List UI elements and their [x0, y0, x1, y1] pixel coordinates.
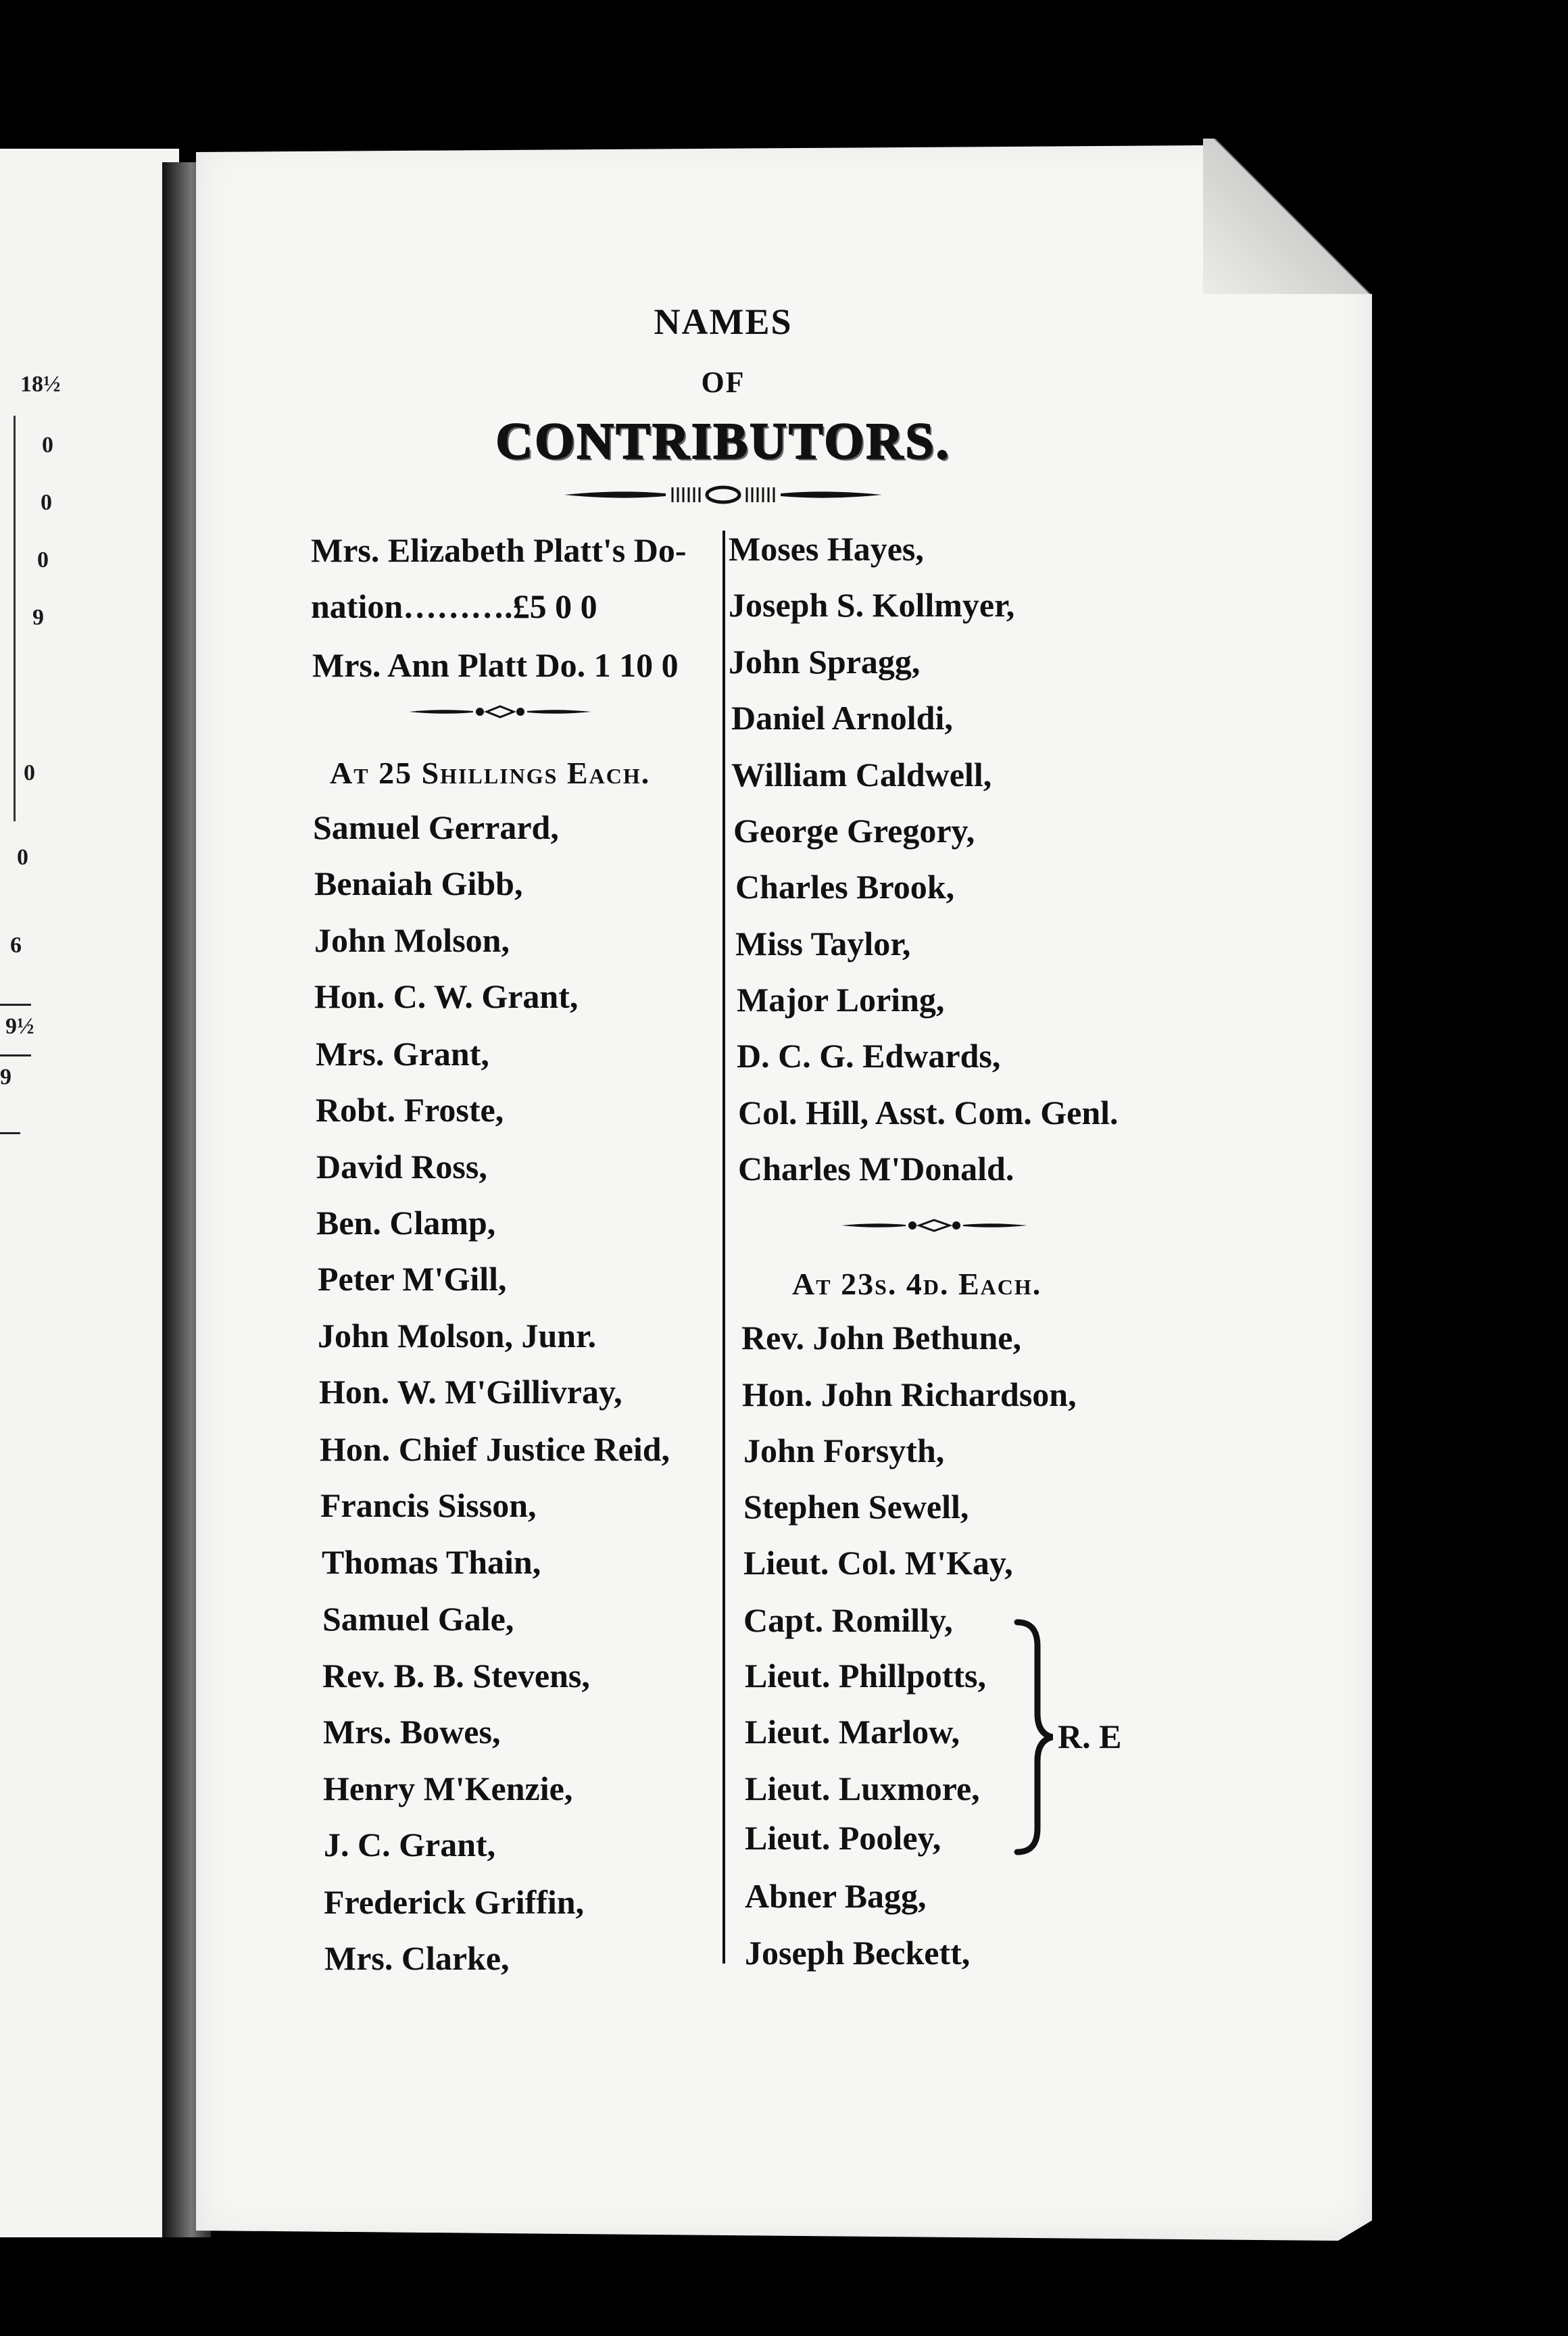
list-item: Thomas Thain,	[322, 1543, 541, 1581]
donation-line: Mrs. Elizabeth Platt's Do-	[311, 531, 687, 569]
list-item: J. C. Grant,	[324, 1826, 496, 1864]
list-item: Lieut. Pooley,	[745, 1819, 941, 1857]
section-heading: At 23s. 4d. Each.	[792, 1267, 1042, 1301]
previous-page-fragment	[0, 149, 179, 2237]
list-item: John Forsyth,	[743, 1432, 945, 1469]
list-item: Lieut. Phillpotts,	[745, 1657, 986, 1695]
left-page-number: 18½	[20, 372, 61, 397]
list-item: Major Loring,	[737, 981, 945, 1019]
list-item: Rev. John Bethune,	[741, 1319, 1021, 1357]
list-item: Samuel Gale,	[322, 1600, 514, 1638]
left-page-number: 9½	[5, 1014, 34, 1039]
list-item: Henry M'Kenzie,	[323, 1770, 573, 1807]
folded-corner	[1203, 139, 1372, 294]
list-item: Robt. Froste,	[316, 1091, 504, 1129]
section-ornament	[409, 703, 591, 721]
left-page-number: 0	[37, 548, 49, 573]
list-item: Stephen Sewell,	[743, 1488, 969, 1526]
list-item: Lieut. Col. M'Kay,	[743, 1544, 1013, 1582]
list-item: Charles Brook,	[735, 868, 955, 906]
list-item: Capt. Romilly,	[743, 1601, 953, 1639]
list-item: David Ross,	[316, 1148, 487, 1186]
list-item: Rev. B. B. Stevens,	[322, 1657, 590, 1695]
page-title-line: NAMES	[654, 301, 793, 342]
list-item: Frederick Griffin,	[324, 1883, 585, 1921]
list-item: John Spragg,	[729, 643, 921, 681]
title-ornament	[564, 481, 882, 508]
list-item: Francis Sisson,	[320, 1486, 537, 1524]
left-page-rule	[0, 1004, 31, 1006]
list-item: Samuel Gerrard,	[313, 808, 559, 846]
left-page-number: 0	[24, 760, 35, 785]
section-ornament	[841, 1217, 1027, 1234]
list-item: Peter M'Gill,	[318, 1260, 507, 1298]
left-page-number: 0	[42, 433, 53, 458]
curly-brace	[1010, 1619, 1058, 1855]
left-page-rule	[14, 416, 16, 821]
list-item: Charles M'Donald.	[738, 1150, 1014, 1188]
list-item: Hon. W. M'Gillivray,	[319, 1373, 622, 1411]
list-item: Mrs. Grant,	[316, 1035, 489, 1073]
list-item: John Molson,	[314, 921, 510, 959]
list-item: Lieut. Luxmore,	[745, 1770, 980, 1807]
list-item: William Caldwell,	[731, 756, 992, 794]
list-item: Hon. Chief Justice Reid,	[320, 1430, 670, 1468]
left-page-number: 0	[41, 490, 52, 515]
donation-line: nation……….£5 0 0	[311, 587, 597, 625]
list-item: Moses Hayes,	[729, 530, 924, 568]
list-item: Mrs. Bowes,	[323, 1713, 501, 1751]
left-page-number: 0	[17, 845, 28, 870]
list-item: D. C. G. Edwards,	[737, 1037, 1001, 1075]
list-item: Daniel Arnoldi,	[731, 699, 953, 737]
list-item: Miss Taylor,	[735, 925, 911, 963]
list-item: Benaiah Gibb,	[314, 865, 523, 902]
list-item: Joseph S. Kollmyer,	[729, 586, 1015, 624]
left-page-number: 9	[32, 605, 44, 630]
list-item: Ben. Clamp,	[316, 1204, 496, 1242]
list-item: Lieut. Marlow,	[745, 1713, 960, 1751]
list-item: Mrs. Clarke,	[324, 1939, 510, 1977]
list-item: Abner Bagg,	[745, 1877, 927, 1915]
left-page-rule	[0, 1132, 20, 1134]
page-title-line: OF	[701, 366, 745, 399]
brace-label: R. E	[1058, 1718, 1122, 1755]
page-title: CONTRIBUTORS.	[495, 413, 951, 470]
list-item: George Gregory,	[733, 812, 975, 850]
section-heading: At 25 Shillings Each.	[330, 756, 651, 790]
left-page-rule	[0, 1054, 31, 1056]
list-item: Hon. C. W. Grant,	[314, 977, 579, 1015]
left-page-number: 9	[0, 1065, 11, 1090]
list-item: Hon. John Richardson,	[742, 1376, 1077, 1413]
column-divider	[722, 531, 725, 1964]
list-item: Col. Hill, Asst. Com. Genl.	[738, 1094, 1119, 1132]
list-item: John Molson, Junr.	[318, 1317, 597, 1355]
list-item: Joseph Beckett,	[745, 1934, 971, 1972]
left-page-number: 6	[10, 933, 22, 958]
donation-line: Mrs. Ann Platt Do. 1 10 0	[312, 646, 679, 684]
